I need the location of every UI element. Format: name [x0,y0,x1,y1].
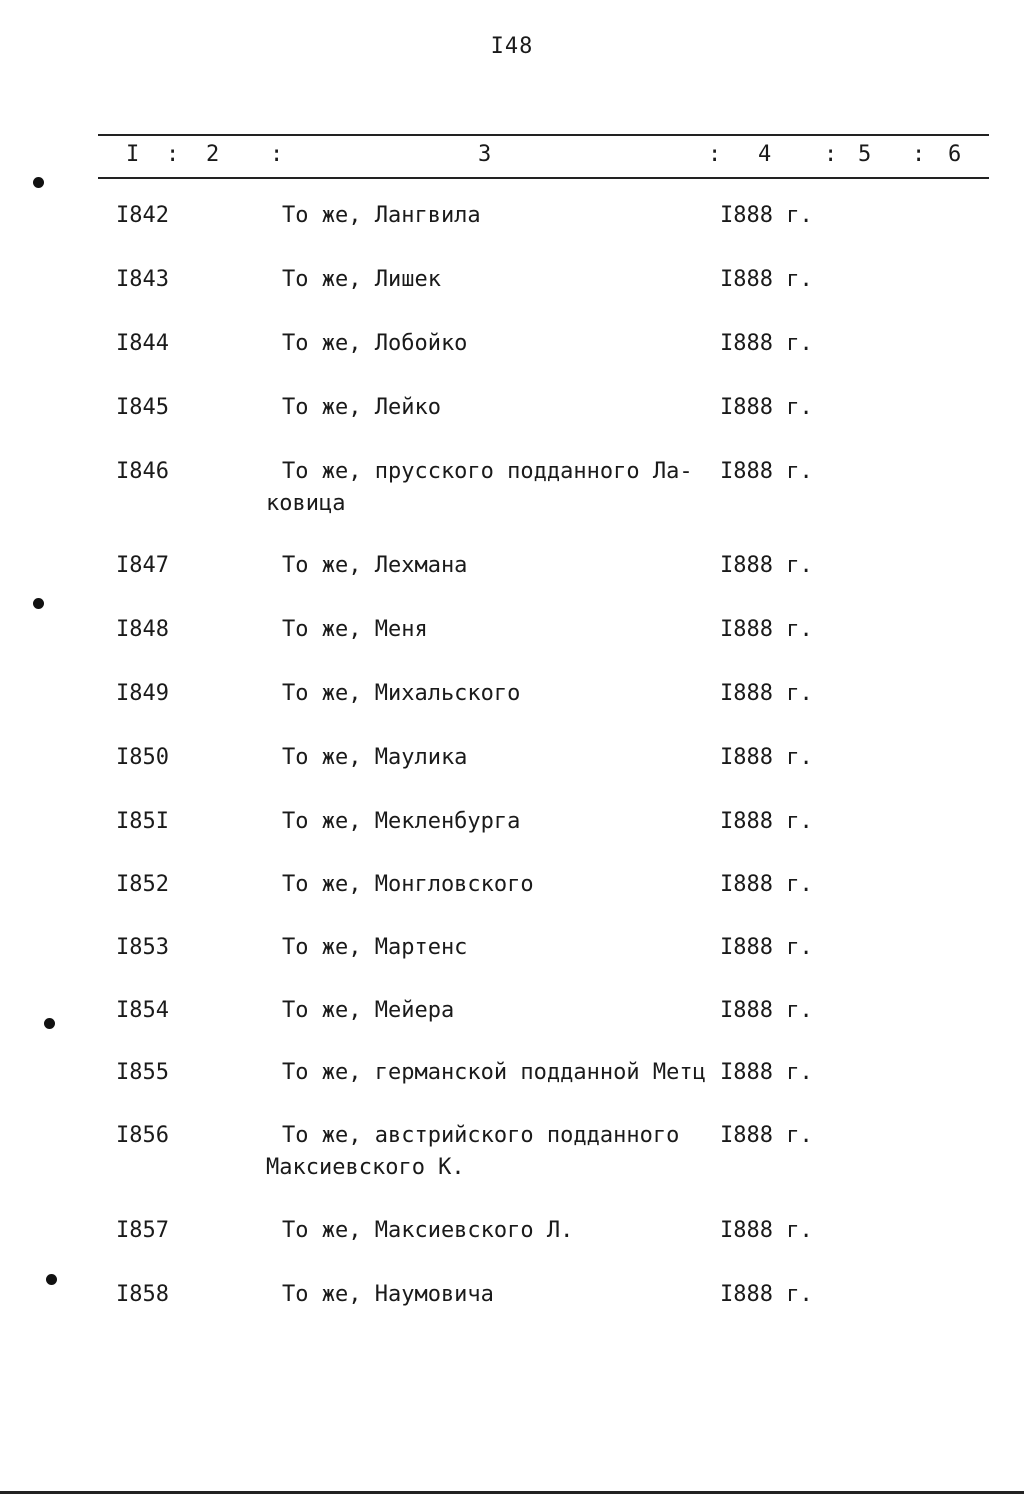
row-description: То же, прусского подданного Ла- ковица [266,459,693,516]
row-year: I888 г. [720,872,813,897]
row-year: I888 г. [720,203,813,228]
row-description: То же, Мейера [282,998,455,1023]
header-sep: : [912,142,926,167]
row-number: I849 [116,681,169,706]
header-sep: : [824,142,838,167]
row-year: I888 г. [720,1218,813,1243]
row-year: I888 г. [720,1123,813,1148]
page-number: I48 [490,34,534,59]
row-number: I853 [116,935,169,960]
row-number: I857 [116,1218,169,1243]
row-year: I888 г. [720,935,813,960]
row-number: I844 [116,331,169,356]
row-number: I842 [116,203,169,228]
row-description: То же, Лейко [282,395,441,420]
row-description: То же, Лишек [282,267,441,292]
header-col-1: I [126,142,140,167]
row-year: I888 г. [720,617,813,642]
row-number: I855 [116,1060,169,1085]
row-year: I888 г. [720,809,813,834]
row-description: То же, германской подданной Метц [282,1060,706,1085]
row-year: I888 г. [720,1060,813,1085]
row-number: I85I [116,809,169,834]
row-year: I888 г. [720,267,813,292]
header-sep: : [708,142,722,167]
row-description: То же, Лобойко [282,331,468,356]
row-description: То же, Лехмана [282,553,468,578]
header-col-5: 5 [858,142,872,167]
header-col-2: 2 [206,142,220,167]
header-sep: : [166,142,180,167]
header-col-6: 6 [948,142,962,167]
row-number: I846 [116,459,169,484]
row-description: То же, Мекленбурга [282,809,521,834]
row-year: I888 г. [720,745,813,770]
row-description: То же, Монгловского [282,872,534,897]
row-description: То же, австрийского подданного Максиевского К. [266,1123,680,1180]
row-number: I856 [116,1123,169,1148]
row-number: I843 [116,267,169,292]
binding-hole [33,598,44,609]
row-year: I888 г. [720,681,813,706]
row-number: I854 [116,998,169,1023]
row-year: I888 г. [720,459,813,484]
binding-hole [46,1274,57,1285]
row-description: То же, Михальского [282,681,521,706]
header-col-4: 4 [758,142,772,167]
row-year: I888 г. [720,998,813,1023]
binding-hole [44,1018,55,1029]
row-description: То же, Маулика [282,745,468,770]
row-number: I847 [116,553,169,578]
row-description: То же, Максиевского Л. [282,1218,574,1243]
header-col-3: 3 [478,142,492,167]
row-year: I888 г. [720,553,813,578]
page-bottom-edge [0,1491,1024,1494]
table-top-rule [98,134,989,136]
binding-hole [33,177,44,188]
row-year: I888 г. [720,1282,813,1307]
table-header [98,140,989,174]
row-number: I858 [116,1282,169,1307]
row-description: То же, Мартенс [282,935,468,960]
table-header-rule [98,177,989,179]
row-description: То же, Лангвила [282,203,481,228]
header-sep: : [270,142,284,167]
row-number: I850 [116,745,169,770]
row-year: I888 г. [720,395,813,420]
row-description: То же, Меня [282,617,428,642]
row-description: То же, Наумовича [282,1282,494,1307]
row-number: I852 [116,872,169,897]
row-number: I848 [116,617,169,642]
row-number: I845 [116,395,169,420]
row-year: I888 г. [720,331,813,356]
